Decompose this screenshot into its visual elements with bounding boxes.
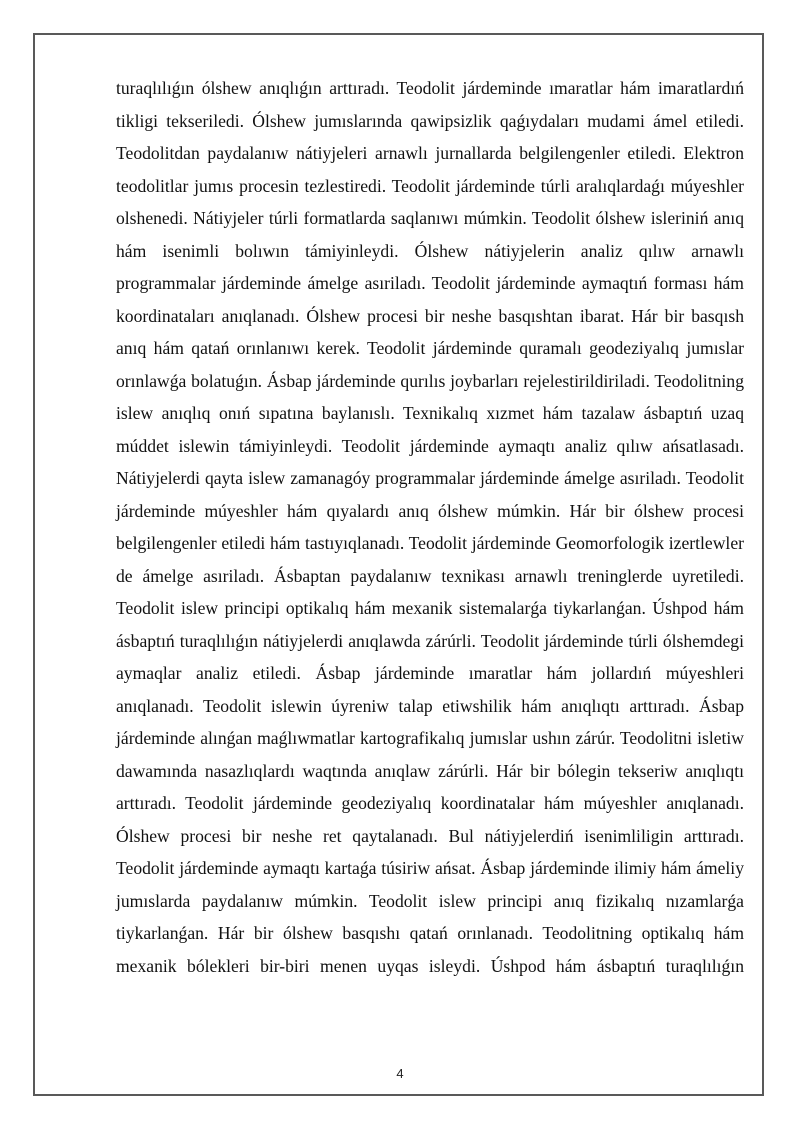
body-paragraph: turaqlılıǵın ólshew anıqlıǵın arttıradı. Teodolit járdeminde ımaratlar hám imaratlardıń tikligi tekseriledi. Ólshew jumıslarında qawipsizlik qaǵıydaları mudami ámel etiledi. Teodolitdan paydalanıw nátiyjeleri arnawlı jurnallarda belgilengenler etiledi. Elektron teodolitlar jumıs procesin tezlestiredi. Teodolit járdeminde túrli aralıqlardaǵı múyeshler olshenedi. Nátiyjeler túrli formatlarda saqlanıwı múmkin. Teodolit ólshew isleriniń anıq hám isenimli bolıwın támiyinleydi. Ólshew nátiyjelerin analiz qılıw arnawlı programmalar járdeminde ámelge asıriladı. Teodolit járdeminde aymaqtıń forması hám koordinataları anıqlanadı. Ólshew procesi bir neshe basqıshtan ibarat. Hár bir basqısh anıq hám qatań orınlanıwı kerek. Teodolit járdeminde quramalı geodeziyalıq jumıslar orınlawǵa bolatuǵın. Ásbap járdeminde qurılıs joybarları rejelestirildiriladi. Teodolitning islew anıqlıq onıń sıpatına baylanıslı. Texnikalıq xızmet hám tazalaw ásbaptıń uzaq múddet islewin támiyinleydi. Teodolit járdeminde aymaqtı analiz qılıw ańsatlasadı. Nátiyjelerdi qayta islew zamanagóy programmalar járdeminde ámelge asıriladı. Teodolit járdeminde múyeshler hám qıyalardı anıq ólshew múmkin. Hár bir ólshew procesi belgilengenler etiledi hám tastıyıqlanadı. Teodolit járdeminde Geomorfologik izertlewler de ámelge asıriladı. Ásbaptan paydalanıw texnikası arnawlı treninglerde uyretiledi. Teodolit islew principi optikalıq hám mexanik sistemalarǵa tiykarlanǵan. Úshpod hám ásbaptıń turaqlılıǵın nátiyjelerdi anıqlawda zárúrli. Teodolit járdeminde túrli ólshemdegi aymaqlar analiz etiledi. Ásbap járdeminde ımaratlar hám jollardıń múyeshleri anıqlanadı. Teodolit islewin úyreniw talap etiwshilik hám anıqlıqtı arttıradı. Ásbap járdeminde alınǵan maǵlıwmatlar kartografikalıq jumıslar ushın zárúr. Teodolitni isletiw dawamında nasazlıqlardı waqtında anıqlaw zárúrli. Hár bir bólegin tekseriw anıqlıqtı arttıradı. Teodolit járdeminde geodeziyalıq koordinatalar hám múyeshler anıqlanadı. Ólshew procesi bir neshe ret qaytalanadı. Bul nátiyjelerdiń isenimliligin arttıradı. Teodolit járdeminde aymaqtı kartaǵa túsiriw ańsat. Ásbap járdeminde ilimiy hám ámeliy jumıslarda paydalanıw múmkin. Teodolit islew principi anıq fizikalıq nızamlarǵa tiykarlanǵan. Hár bir ólshew basqıshı qatań orınlanadı. Teodolitning optikalıq hám mexanik bólekleri bir-biri menen uyqas isleydi. Úshpod hám ásbaptıń turaqlılıǵın [116,78,744,976]
page-number: 4 [396,1066,404,1081]
